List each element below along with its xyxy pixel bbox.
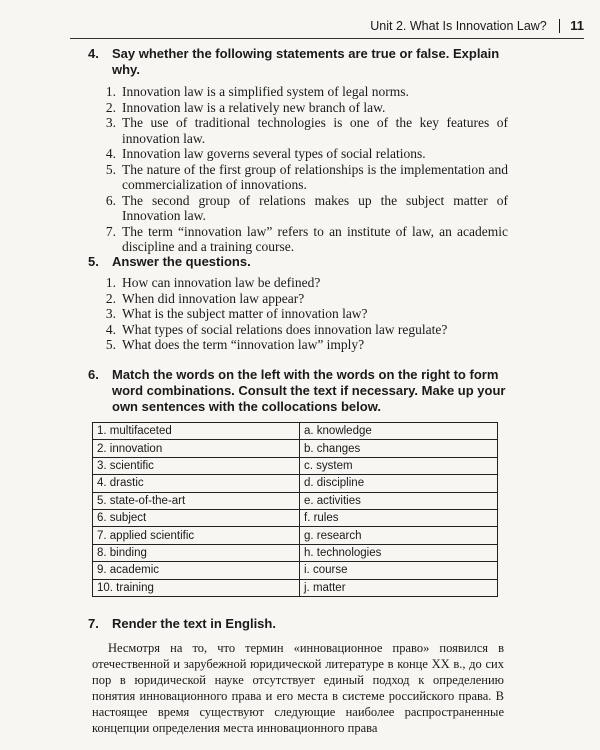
table-row bbox=[93, 509, 498, 526]
exercise-4 bbox=[88, 46, 508, 255]
item-number: 4. bbox=[105, 146, 116, 161]
exercise-7 bbox=[88, 616, 508, 632]
item-text: Innovation law is a simplified system of legal norms. bbox=[122, 84, 409, 99]
left-word: 1. multifaceted bbox=[93, 423, 300, 440]
item-text: What types of social relations does innovation law regulate? bbox=[122, 321, 448, 337]
left-word: 4. drastic bbox=[93, 475, 300, 492]
item-number: 3. bbox=[105, 306, 116, 321]
right-word: j. matter bbox=[300, 579, 498, 596]
russian-text: Несмотря на то, что термин «инновационное право» появился в отечественной и зарубежной юридической литературе в конце XX в., до сих пор в юридической науке отсутствует единый подход к определению понятия инновационного права и его места в системе российского права. В настоящее время существуют следующие наиболее распространенные концепции определения места инновационного права bbox=[92, 641, 504, 735]
exercise5-item bbox=[100, 291, 508, 307]
right-word: g. research bbox=[300, 527, 498, 544]
exercise-5-instruction: Answer the questions. bbox=[112, 254, 251, 269]
exercise5-item bbox=[100, 275, 508, 291]
item-text: What does the term “innovation law” imply? bbox=[122, 337, 365, 352]
item-text: The nature of the first group of relationships is the implementation and commercialization of innovations. bbox=[122, 161, 508, 192]
item-text: The second group of relations makes up the subject matter of Innovation law. bbox=[122, 192, 508, 223]
left-word: 3. scientific bbox=[93, 457, 300, 474]
right-word: i. course bbox=[300, 562, 498, 579]
item-number: 5. bbox=[105, 161, 116, 177]
exercise4-item bbox=[100, 224, 508, 255]
running-head bbox=[370, 18, 584, 33]
left-word: 6. subject bbox=[93, 509, 300, 526]
exercise-6-title: 6. Match the words on the left with the words on the right to form word combinations. Consult the text if necessary. Make up your own sentences with the collocations below. bbox=[88, 367, 508, 415]
table-row bbox=[93, 544, 498, 561]
exercise5-item bbox=[100, 322, 508, 338]
header-separator bbox=[559, 19, 561, 33]
item-number: 1. bbox=[105, 275, 116, 290]
exercise-5-title: 5. Answer the questions. bbox=[88, 254, 508, 270]
left-word: 10. training bbox=[93, 579, 300, 596]
table-row bbox=[93, 492, 498, 509]
item-text: Innovation law governs several types of social relations. bbox=[122, 146, 426, 161]
exercise-4-title: 4. Say whether the following statements are true or false. Explain why. bbox=[88, 46, 508, 78]
table-row bbox=[93, 475, 498, 492]
table-row bbox=[93, 562, 498, 579]
exercise4-item bbox=[100, 84, 508, 100]
right-word: b. changes bbox=[300, 440, 498, 457]
item-text: Innovation law is a relatively new branch of law. bbox=[122, 99, 386, 115]
collocation-table bbox=[92, 422, 498, 597]
left-word: 7. applied scientific bbox=[93, 527, 300, 544]
exercise-6-instruction: Match the words on the left with the words on the right to form word combinations. Consult the text if necessary. Make up your own sentences with the collocations below. bbox=[112, 367, 506, 414]
item-number: 1. bbox=[105, 84, 116, 99]
table-row bbox=[93, 423, 498, 440]
item-number: 2. bbox=[105, 290, 116, 306]
item-number: 4. bbox=[105, 321, 116, 337]
item-number: 2. bbox=[105, 99, 116, 115]
item-number: 7. bbox=[105, 223, 116, 239]
left-word: 2. innovation bbox=[93, 440, 300, 457]
table-row bbox=[93, 440, 498, 457]
item-number: 3. bbox=[105, 115, 116, 130]
exercise-6 bbox=[88, 367, 508, 415]
left-word: 8. binding bbox=[93, 544, 300, 561]
table-row bbox=[93, 457, 498, 474]
item-number: 5. bbox=[105, 337, 116, 352]
left-word: 9. academic bbox=[93, 562, 300, 579]
table-row bbox=[93, 579, 498, 596]
exercise4-item bbox=[100, 193, 508, 224]
right-word: c. system bbox=[300, 457, 498, 474]
left-word: 5. state-of-the-art bbox=[93, 492, 300, 509]
right-word: e. activities bbox=[300, 492, 498, 509]
item-text: When did innovation law appear? bbox=[122, 290, 305, 306]
exercise-4-statements bbox=[100, 84, 508, 255]
item-text: What is the subject matter of innovation law? bbox=[122, 306, 368, 321]
exercise5-item bbox=[100, 337, 508, 353]
right-word: d. discipline bbox=[300, 475, 498, 492]
exercise-5 bbox=[88, 254, 508, 353]
right-word: a. knowledge bbox=[300, 423, 498, 440]
right-word: f. rules bbox=[300, 509, 498, 526]
running-title: Unit 2. What Is Innovation Law? bbox=[370, 18, 547, 33]
item-number: 6. bbox=[105, 192, 116, 208]
exercise-7-instruction: Render the text in English. bbox=[112, 616, 276, 631]
page-number: 11 bbox=[570, 18, 584, 33]
exercise4-item bbox=[100, 146, 508, 162]
exercise5-item bbox=[100, 306, 508, 322]
exercise-5-questions bbox=[100, 275, 508, 353]
header-rule bbox=[70, 38, 584, 39]
exercise-4-instruction: Say whether the following statements are true or false. Explain why. bbox=[112, 46, 500, 77]
item-text: The use of traditional technologies is one of the key features of innovation law. bbox=[122, 115, 508, 146]
exercise4-item bbox=[100, 162, 508, 193]
item-text: How can innovation law be defined? bbox=[122, 275, 321, 290]
table-row bbox=[93, 527, 498, 544]
item-text: The term “innovation law” refers to an institute of law, an academic discipline and a training course. bbox=[122, 223, 508, 254]
exercise4-item bbox=[100, 115, 508, 146]
right-word: h. technologies bbox=[300, 544, 498, 561]
exercise4-item bbox=[100, 100, 508, 116]
exercise-7-title: 7. Render the text in English. bbox=[88, 616, 508, 632]
